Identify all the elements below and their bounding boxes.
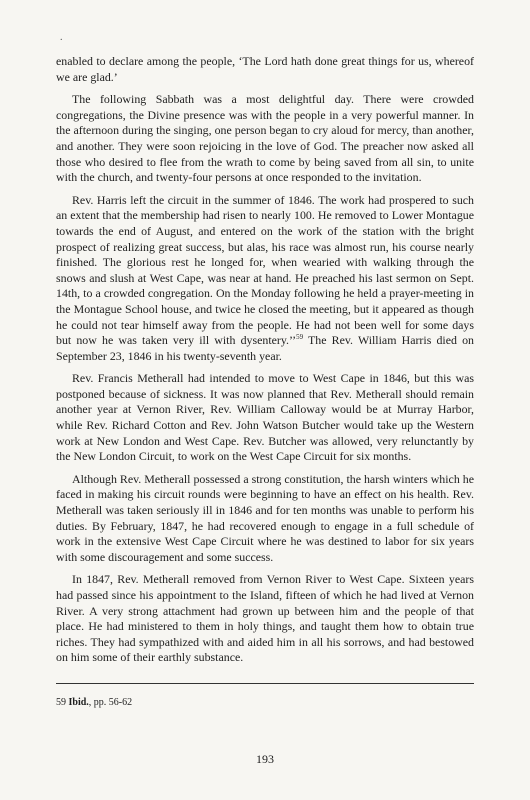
footnote-ibid: Ibid. [68,697,89,708]
page-number: 193 [256,752,274,766]
footnote-number: 59 [56,697,66,708]
page-mark: . [60,32,63,43]
paragraph-6: In 1847, Rev. Metherall removed from Vernon River to West Cape. Sixteen years had passed since his appointment to the Island, fifteen of which he had lived at Vernon River. A very strong attachment had grown up between him and the people of that place. He had ministered to them in holy things, and taught them how to obtain true riches. They had sympathized with and aided him in all his sorrows, and had bestowed on him some of their earthly substance. [56,572,474,665]
paragraph-3-text: Rev. Harris left the circuit in the summer of 1846. The work had prospered to such an extent that the membership had risen to nearly 100. He removed to Lower Montague towards the end of August, and entered on the work of the station with the bright prospect of realizing great success, but alas, his race was almost run, his course nearly finished. The glorious rest he longed for, when wearied with walking through the snows and slush at West Cape, was near at hand. He preached his last sermon on Sept. 14th, to a crowded congregation. On the Monday following he held a prayer-meeting in the Montague School house, and twice he closed the meeting, but it appeared as though he could not tear himself away from the people. He had not been well for some days but now he was taken very ill with dysentery.’’ [56,192,474,348]
paragraph-5: Although Rev. Metherall possessed a strong constitution, the harsh winters which he faced in making his circuit rounds were beginning to have an effect on his health. Rev. Metherall was taken seriously ill in 1846 and for ten months was unable to perform his duties. By February, 1847, he had recovered enough to engage in a full schedule of work in the extensive West Cape Circuit where he was destined to labor for six years with some discouragement and some success. [56,471,474,564]
paragraph-1: enabled to declare among the people, ‘The Lord hath done great things for us, whereof we are glad.’ [56,54,474,84]
footnote [56,697,474,708]
paragraph-3 [56,193,474,365]
footnote-divider [56,683,474,684]
footnote-pages: , pp. 56-62 [88,697,133,708]
paragraph-2: The following Sabbath was a most delightful day. There were crowded congregations, the Divine presence was with the people in a very powerful manner. In the afternoon during the singing, one person began to cry aloud for mercy, than another, and another. They were soon rejoicing in the love of God. The preacher now asked all those who desired to flee from the wrath to come by being saved from all sin, to unite with the church, and twenty-four persons at once responded to the invitation. [56,92,474,185]
body-text [56,54,474,673]
paragraph-4: Rev. Francis Metherall had intended to move to West Cape in 1846, but this was postponed because of sickness. It was now planned that Rev. Metherall should remain another year at Vernon River, Rev. William Calloway would be at Murray Harbor, while Rev. Richard Cotton and Rev. John Watson Butcher would take up the Western work at New London and West Cape. Rev. Butcher was allowed, very relunctantly by the New London Circuit, to work on the West Cape Circuit for six months. [56,371,474,464]
paragraph-3-tail: The Rev. William Harris died on September 23, 1846 in his twenty-seventh year. [56,333,474,363]
footnote-reference: 59 [296,333,304,342]
